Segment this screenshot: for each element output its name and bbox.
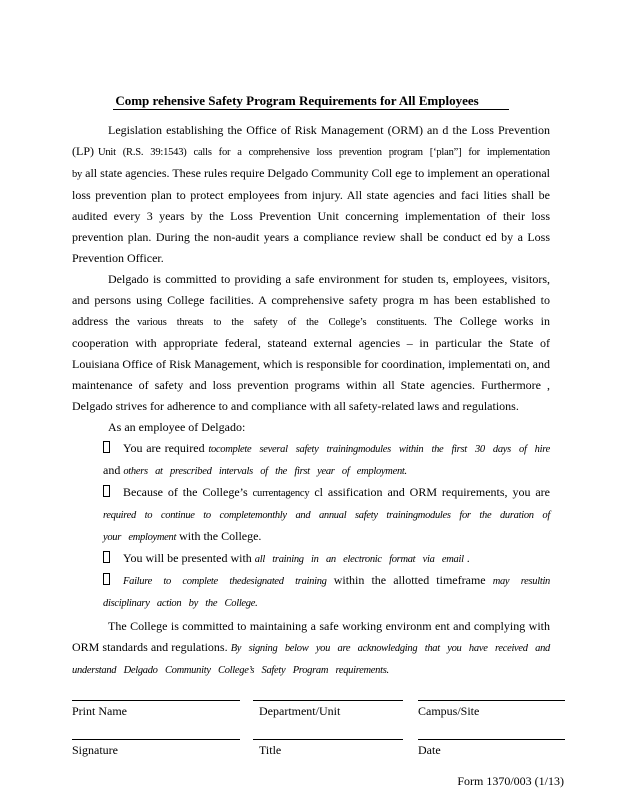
text-segment: and [103,463,124,477]
text-segment: Because of the College’s [123,485,253,499]
text-segment: You will be presented with [123,551,255,565]
empty-box-bullet-icon [103,573,110,585]
title-field [253,739,403,758]
list-intro: As an employee of Delgado: [108,420,246,434]
text-segment: The College is committed to maintaining a safe working environm ent and complying with ORM standards and regulations. [72,619,550,654]
list-item-text [123,551,470,565]
text-segment: . [463,551,470,565]
text-segment: Legislation establishing the Office of Risk Management (ORM) an d the Loss Prevention (LP) [72,123,550,158]
campus-site-field [418,700,565,719]
print-name-field [72,700,240,719]
text-segment: within the allotted timeframe [326,573,493,587]
title-label: Title [259,743,282,757]
list-item-text [103,441,550,477]
paragraph-legislation [72,120,550,269]
text-segment: currentagency [252,488,310,499]
text-segment: cl assification and ORM requirements, you are [309,485,550,499]
text-segment: with the College. [176,529,262,543]
date-label: Date [418,743,441,757]
list-item [103,548,550,570]
print-name-label: Print Name [72,704,127,718]
text-segment: all state agencies. These rules require Delgado Community Coll ege to implement an operational loss prevention plan to protect employees from injury. All state agencies and faci lities shall be audited every 3 years by the Loss Prevention Unit concerning implementation of their loss prevention plan. During the non-audit years a compliance review shall be conduct ed by a Loss Prevention Officer. [72,166,550,265]
text-segment: may resultin disciplinary action by the College. [103,576,551,609]
text-segment: Unit (R.S. 39:1543) calls for a comprehensive loss prevention program [‘plan”] for implementation by [72,147,550,180]
page-title-text: Comp rehensive Safety Program Requirements for All Employees [113,93,508,110]
paragraph-commitment [72,269,550,417]
empty-box-bullet-icon [103,551,110,563]
list-item [103,482,550,548]
signature-row-1 [72,700,565,719]
list-item [103,438,550,482]
signature-row-2 [72,739,565,758]
campus-site-label: Campus/Site [418,704,480,718]
page-title [72,93,550,109]
text-segment: others at prescribed intervals of the first year of employment. [123,466,407,477]
text-segment: required to continue to completemonthly and annual safety trainingmodules for the duration of your employment [103,510,550,543]
list-item-text [103,573,550,609]
text-segment: various threats to the safety of the College’s constituents. [137,317,427,328]
list-item [103,570,550,614]
list-item-text [103,485,550,543]
text-segment: The College works in cooperation with appropriate federal, stateand external agencies – in particular the State of Louisiana Office of Risk Management, which is responsible for coordination, implementati on, and maintenance of safety and loss prevention programs within all State agencies. Furthermore , Delgado strives for adherence to and compliance with all safety-related laws and regulations. [72,314,550,413]
text-segment: By signing below you are acknowledging that you have received and understand Delgado Community College’s Safety Program requirements. [72,643,550,676]
signature-block [72,700,565,758]
signature-label: Signature [72,743,118,757]
paragraph-closing [72,616,550,681]
signature-field [72,739,240,758]
requirements-list [72,438,550,614]
date-field [418,739,565,758]
text-segment: Delgado is committed to providing a safe environment for studen ts, employees, visitors, and persons using College facilities. A comprehensive safety progra m has been established to address the [72,272,550,328]
department-unit-label: Department/Unit [259,704,341,718]
department-unit-field [253,700,403,719]
empty-box-bullet-icon [103,441,110,453]
empty-box-bullet-icon [103,485,110,497]
form-number: Form 1370/003 (1/13) [457,774,564,788]
text-segment: Failure to complete thedesignated training [123,576,327,587]
text-segment: all training in an electronic format via email [254,554,464,565]
text-segment: tocomplete several safety trainingmodules within the first 30 days of hire [208,444,550,455]
text-segment: You are required [123,441,209,455]
